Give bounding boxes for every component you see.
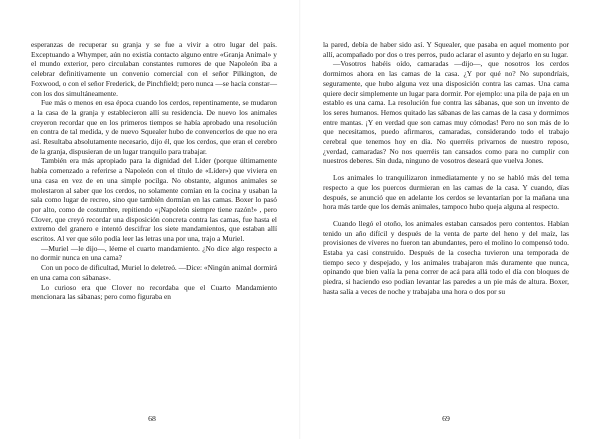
paragraph: Cuando llegó el otoño, los animales estaban cansados pero contentos. Habían tenido un año difícil y después de la venta de parte del heno y del maíz, las provisiones de víveres no fueron tan abundantes, pero el molino lo compensó todo. Estaba ya casi construido. Después de la cosecha tuvieron una temporada de tiempo seco y despejado, y los animales trabajaron más duramente que nunca, opinando que bien valía la pena correr de acá para allá todo el día con bloques de piedra, si haciendo eso podían levantar las paredes a un pie más de altura. Boxer, hasta salía a veces de noche y trabajaba una hora o dos por su <box>323 218 569 296</box>
paragraph: esperanzas de recuperar su granja y se fue a vivir a otro lugar del país. Exceptuando a Whymper, aún no existía contacto alguno entre «Granja Animal» y el mundo exterior, pero circulaban constantes rumores de que Napoleón iba a celebrar definitivamente un convenio comercial con el señor Pilkington, de Foxwood, o con el señor Frederick, de Pinchfield; pero nunca —se hacía constar— con los dos simultáneamente. <box>31 40 277 98</box>
left-page-text <box>31 40 277 302</box>
paragraph: Fue más o menos en esa época cuando los cerdos, repentinamente, se mudaron a la casa de la granja y establecieron allí su residencia. De nuevo los animales creyeron recordar que en los primeros tiempos se había aprobado una resolución en contra de tal medida, y de nuevo Squealer hubo de convencerlos de que no era así. Resultaba absolutamente necesario, dijo él, que los cerdos, que eran el cerebro de la granja, dispusieran de un lugar tranquilo para trabajar. <box>31 98 277 156</box>
paragraph: También era más apropiado para la dignidad del Líder (porque últimamente había comenzado a referirse a Napoleón con el título de «Líder») que viviera en una casa en vez de en una simple pocilga. No obstante, algunos animales se molestaron al saber que los cerdos, no solamente comían en la cocina y usaban la sala como lugar de recreo, sino que también dormían en las camas. Boxer lo pasó por alto, como de costumbre, repitiendo «¡Napoleón siempre tiene razón!» , pero Clover, que creyó recordar una disposición concreta contra las camas, fue hasta el extremo del granero e intentó descifrar los siete mandamientos, que estaban allí escritos. Al ver que sólo podía leer las letras una por una, trajo a Muriel. <box>31 156 277 244</box>
paragraph: —Muriel —le dijo—, léeme el cuarto mandamiento. ¿No dice algo respecto a no dormir nunca en una cama? <box>31 243 277 263</box>
paragraph: Los animales lo tranquilizaron inmediatamente y no se habló más del tema respecto a que los puercos durmieran en las camas de la casa. Y cuando, días después, se anunció que en adelante los cerdos se levantarían por la mañana una hora más tarde que los demás animales, tampoco hubo queja alguna al respecto. <box>323 173 569 212</box>
right-page-text <box>323 40 569 297</box>
paragraph: la pared, debía de haber sido así. Y Squealer, que pasaba en aquel momento por allí, acompañado por dos o tres perros, pudo aclarar el asunto y dejarlo en su lugar. <box>323 40 569 59</box>
paragraph: Lo curioso era que Clover no recordaba que el Cuarto Mandamiento mencionara las sábanas; pero como figuraba en <box>31 282 277 302</box>
paragraph: Con un poco de dificultad, Muriel lo deletreó. —Dice: «Ningún animal dormirá en una cama con sábanas». <box>31 263 277 282</box>
page-number: 68 <box>148 414 156 423</box>
paragraph: —Vosotros habéis oído, camaradas —dijo—, que nosotros los cerdos dormimos ahora en las camas de la casa. ¿Y por qué no? No supondríais, seguramente, que hubo alguna vez una disposición contra las camas. Una cama quiere decir simplemente un lugar para dormir. Por ejemplo: una pila de paja en un establo es una cama. La resolución fue contra las sábanas, que son un invento de los seres humanos. Hemos quitado las sábanas de las camas de la casa y dormimos entre mantas. ¡Y en verdad que son camas muy cómodas! Pero no son más de lo que necesitamos, puedo afirmaros, camaradas, considerando todo el trabajo cerebral que tenemos hoy en día. No querréis privarnos de nuestro reposo, ¿verdad, camaradas? No nos querréis tan cansados como para no cumplir con nuestros deberes. Sin duda, ninguno de vosotros deseará que vuelva Jones. <box>323 59 569 166</box>
page-number: 69 <box>442 414 450 423</box>
right-page <box>300 0 600 439</box>
